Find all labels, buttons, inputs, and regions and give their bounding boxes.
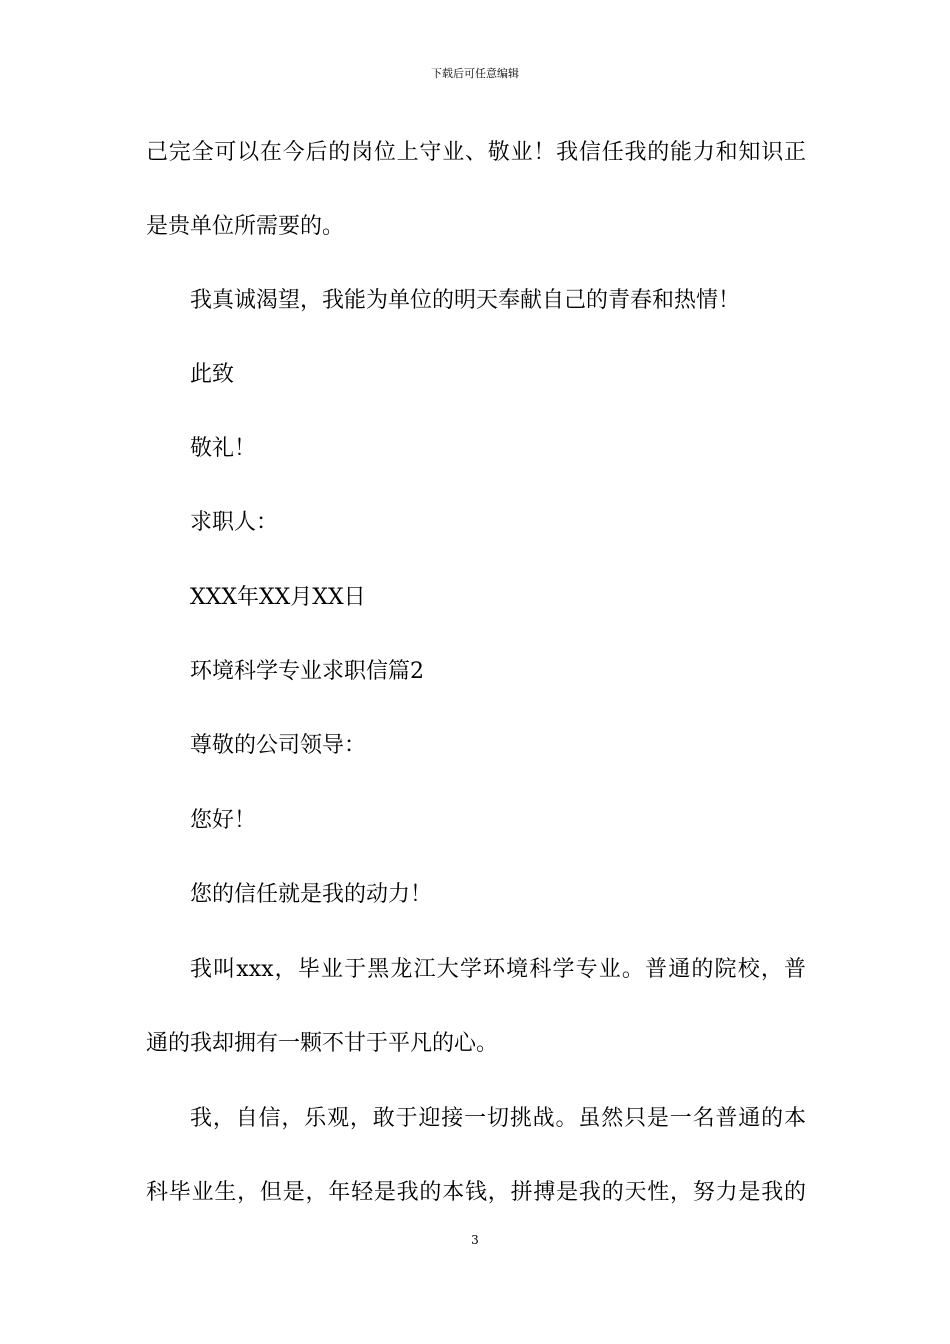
paragraph-line: 通的我却拥有一颗不甘于平凡的心。 (146, 1031, 499, 1056)
closing-regards: 敬礼！ (190, 436, 257, 461)
paragraph-line: 您的信任就是我的动力！ (190, 882, 433, 907)
paragraph-line: 科毕业生，但是，年轻是我的本钱，拼搏是我的天性，努力是我的 (146, 1180, 806, 1205)
section-title: 环境科学专业求职信篇2 (190, 659, 424, 684)
page-header: 下载后可任意编辑 (431, 67, 519, 80)
paragraph-line: 我真诚渴望，我能为单位的明天奉献自己的青春和热情！ (190, 288, 741, 313)
closing-salutation: 此致 (190, 362, 235, 387)
paragraph-line: 己完全可以在今后的岗位上守业、敬业！我信任我的能力和知识正 (146, 140, 806, 165)
paragraph-line: 我，自信，乐观，敢于迎接一切挑战。虽然只是一名普通的本 (190, 1106, 806, 1131)
greeting-hello: 您好！ (190, 808, 257, 833)
greeting: 尊敬的公司领导： (190, 733, 367, 758)
page-number: 3 (471, 1233, 479, 1247)
paragraph-line: 我叫xxx，毕业于黑龙江大学环境科学专业。普通的院校，普 (190, 957, 806, 982)
paragraph-line: 是贵单位所需要的。 (146, 214, 345, 239)
date-line: XXX年XX月XX日 (190, 585, 366, 610)
applicant-label: 求职人： (190, 510, 279, 535)
